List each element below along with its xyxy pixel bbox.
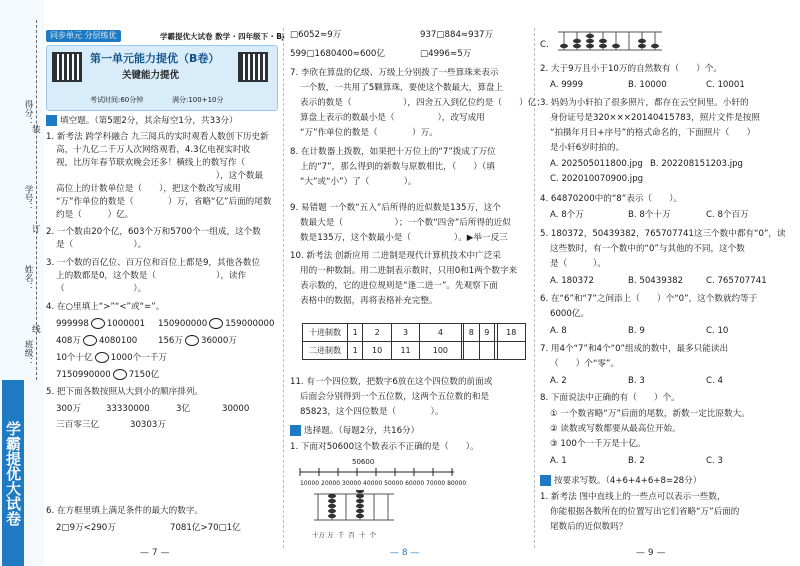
p9-q3-opt-b[interactable]: B. 202208151203.jpg: [650, 159, 743, 169]
compare-circle[interactable]: [185, 335, 199, 346]
binding-mark-2: 订: [32, 225, 41, 235]
p9-q8-opt-c[interactable]: C. 3: [706, 456, 723, 466]
section-write-numbers: [540, 474, 701, 486]
p7-q1-line7: 约是（ ）亿。: [56, 210, 134, 220]
p8-q7-1: 7. 李欣在算盘的亿级、万级上分别拨了一些算珠来表示: [290, 68, 499, 78]
abacus-bead: [638, 44, 646, 48]
p9-q3-opt-a[interactable]: A. 202505011800.jpg: [550, 159, 643, 169]
p9-q7-opt-c[interactable]: C. 4: [706, 376, 723, 386]
p9-q8-opt-a[interactable]: A. 1: [550, 456, 567, 466]
class-label: 班级：: [23, 340, 33, 366]
p8-q9-2: 数最大是（ ）；一个数“四舍”后所得的近似: [300, 218, 511, 228]
order-item-3: 3亿: [176, 404, 191, 414]
abacus-bead: [328, 504, 336, 508]
p9-q7-2: （ ）个“零”。: [550, 359, 620, 369]
table-cell: 10: [363, 342, 391, 360]
abacus-labels: 十万 万 千 百 十 个: [312, 531, 377, 539]
abacus-bead: [599, 44, 607, 48]
score-label: 得分：: [23, 100, 33, 126]
abacus-bead: [638, 39, 646, 43]
p9-q5-2: 这些数时，有一个数中的“0”与其他的不同，这个数: [550, 244, 745, 254]
column-divider: [283, 28, 284, 548]
p8-q7-3: 表示的数是（ ），四舍五入到亿位约是（ ）亿；: [300, 98, 545, 108]
banner-subtitle: 关键能力提优: [122, 70, 180, 81]
abacus-bead: [356, 490, 364, 493]
p9-q8-item-2: ② 读数或写数都要从最高位开始。: [550, 424, 681, 434]
compare-row2b: 156万 36000万: [158, 336, 237, 346]
table-row: [303, 342, 526, 360]
compare-row2: 408万 4080100: [56, 336, 138, 346]
p9-q8-opt-b[interactable]: B. 2: [628, 456, 645, 466]
p7-q1-line2: 高，十九亿二千万人次网络观看，4.3亿电视实时收: [56, 145, 251, 155]
p8-top-1: □6052≈9万: [290, 30, 342, 40]
order-item-1: 300万: [56, 404, 81, 414]
p9-q7-opt-b[interactable]: B. 3: [628, 376, 645, 386]
p9-q4: 4. 64870200中的“8”表示（ ）。: [540, 194, 683, 204]
section-choice-label: 选择题。（每题2分，共16分）: [304, 426, 420, 436]
p8-q8-3: “大”或“小”）了（ ）。: [300, 177, 417, 187]
p8-q10-4: 表格中的数据，再将表格补充完整。: [300, 296, 438, 306]
p9-q6-opt-c[interactable]: C. 10: [706, 326, 729, 336]
p8-top-4: □4996≈5万: [420, 49, 472, 59]
table-cell: 4: [420, 324, 461, 342]
p7-q2-line2: 是（ ）。: [56, 240, 147, 250]
p9-q3-1: 3. 妈妈为小轩拍了很多照片，都存在云空间里。小轩的: [540, 98, 749, 108]
header-title: 学霸提优大试卷 数学 · 四年级下 · BJ: [160, 32, 285, 41]
abacus-bead: [356, 509, 364, 513]
p9-last-3: 尾数后的近似数吗？: [550, 522, 628, 532]
p9-q5-1: 5. 180372，50439382，765707741这三个数中都有“0”，读: [540, 229, 786, 239]
banner-score: 满分:100+10分: [172, 96, 224, 104]
compare-circle[interactable]: [95, 352, 109, 363]
p8-q7-4: 算盘上表示的数最小是（ ），改写成用: [300, 113, 485, 123]
p7-q1-line6: “万”作单位的数是（ ）万，省略“亿”后面的尾数: [56, 197, 272, 207]
p9-q6-opt-a[interactable]: A. 8: [550, 326, 567, 336]
header-badge: 同步单元 分层练优: [46, 30, 121, 42]
p7-q5: 5. 把下面各数按照从大到小的顺序排列。: [46, 387, 204, 397]
table-cell: 3: [391, 324, 419, 342]
p8-q10-3: 表示数的，它的进位规则是“逢二进一”。先观察下面: [300, 281, 498, 291]
order-item-6: 30303万: [130, 420, 166, 430]
table-cell: 8: [464, 324, 479, 342]
p7-q2-line1: 2. 一个数由20个亿，603个万和5700个一组成，这个数: [46, 227, 261, 237]
digit-item-2: 7081亿>70□1亿: [170, 523, 241, 533]
p8-q11-2: 后面会分别得到一个五位数，这两个五位数的和是: [300, 392, 490, 402]
p9-q5-3: 是（ ）。: [550, 259, 606, 269]
abacus-bead: [612, 44, 620, 48]
qr-code-right: [238, 52, 268, 82]
p8-q8-2: 上的“7”，那么得到的新数与原数相比，（ ）（填: [300, 162, 495, 172]
p9-q4-opt-b[interactable]: B. 8个十万: [628, 210, 671, 220]
p9-option-c-label: C.: [540, 40, 549, 50]
compare-circle[interactable]: [83, 335, 97, 346]
p9-q6-2: 6000亿。: [550, 309, 590, 319]
p9-last-1: 1. 新考法 图中直线上的一些点可以表示一些数，: [540, 492, 726, 502]
abacus-bead: [328, 499, 336, 503]
compare-circle[interactable]: [209, 318, 223, 329]
p9-q6-opt-b[interactable]: B. 9: [628, 326, 645, 336]
section-fill-blank: [46, 114, 238, 126]
p7-q1-line5: 高位上的计数单位是（ ），把这个数改写成用: [56, 184, 241, 194]
binding-mark-1: 装: [32, 125, 41, 135]
table-cell: 18: [497, 324, 525, 342]
abacus-bead: [356, 514, 364, 518]
name-label: 姓名：: [23, 265, 33, 291]
page-number-9: — 9 —: [636, 548, 666, 558]
p8-top-2: 937□884≈937万: [420, 30, 494, 40]
compare-row3: 10个十亿 1000个一千万: [56, 353, 167, 363]
table-row-label: 十进制数: [303, 324, 348, 342]
banner-title: 第一单元能力提优（B卷）: [90, 52, 220, 65]
binary-table: [302, 323, 526, 360]
p8-q10-1: 10. 新考法 创新应用 二进制是现代计算机技术中广泛采: [290, 251, 501, 261]
p9-last-2: 你能根据各数所在的位置写出它们省略“万”后面的: [550, 507, 740, 517]
p9-q3-3: “拍摄年月日+序号”的格式命名的，下面照片（ ）: [550, 128, 756, 138]
p8-q9-1: 9. 易错题 一个数“五入”后所得的近似数是135万，这个: [290, 203, 501, 213]
p7-q6: 6. 在方框里填上满足条件的最大的数字。: [46, 506, 204, 516]
p9-q3-4: 是小轩6岁时拍的。: [550, 143, 625, 153]
p8-q9-3: 数是135万，这个数最小是（ ）。▶举一反三: [300, 233, 508, 243]
table-cell[interactable]: [479, 342, 494, 360]
p7-q1-line3: 视，比历年春节联欢晚会还多！横线上的数写作（: [56, 158, 246, 168]
p7-q3-line1: 3. 一个数的百亿位、百万位和百位上都是9，其他各数位: [46, 258, 261, 268]
table-cell: 1: [348, 342, 363, 360]
numberline-mark-label: 50600: [352, 458, 375, 466]
table-cell: 9: [479, 324, 494, 342]
section-icon: [290, 425, 301, 436]
abacus-bead: [573, 44, 581, 48]
order-item-4: 30000: [222, 404, 250, 414]
abacus-figure: [310, 490, 400, 530]
digit-item-1: 2□9万<290万: [56, 523, 116, 533]
table-cell: 100: [420, 342, 461, 360]
p9-q6-1: 6. 在“6”和“7”之间添上（ ）个“0”，这个数就约等于: [540, 294, 758, 304]
section-icon: [46, 115, 57, 126]
abacus-bead: [651, 44, 659, 48]
brand-vertical: 学霸提优大试卷: [2, 380, 24, 566]
p9-q8-item-1: ① 一个数省略“万”后面的尾数，新数一定比原数大。: [550, 409, 750, 419]
abacus-bead: [586, 34, 594, 38]
p9-q5-opt-c[interactable]: C. 765707741: [706, 276, 767, 286]
p9-q2-opt-b[interactable]: B. 10000: [628, 80, 667, 90]
compare-row1: 999998 1000001: [56, 319, 146, 329]
abacus-bead: [356, 504, 364, 508]
p9-q2: 2. 大于9万且小于10万的自然数有（ ）个。: [540, 64, 723, 74]
p8-q11-3: 85823，这个四位数是（ ）。: [300, 407, 444, 417]
p9-q5-opt-a[interactable]: A. 180372: [550, 276, 594, 286]
abacus-bead: [328, 494, 336, 498]
p9-q3-2: 身份证号是320×××20140415783，照片文件是按照: [550, 113, 760, 123]
compare-row4: 7150990000 7150亿: [56, 370, 160, 380]
p9-q8: 8. 下面说法中正确的有（ ）个。: [540, 393, 680, 403]
numberline-tick-label: 10000 20000 30000 40000 50000 60000 70000 80000: [300, 480, 467, 487]
p8-q8-1: 8. 在计数器上拨数，如果把十万位上的“7”拨成了万位: [290, 147, 496, 157]
p9-q4-opt-c[interactable]: C. 8个百万: [706, 210, 749, 220]
page-number-8: — 8 —: [390, 548, 420, 558]
p7-q3-line2: 上的数都是0，这个数是（ ），读作: [56, 271, 247, 281]
abacus-bead: [586, 39, 594, 43]
section-icon: [540, 475, 551, 486]
p7-q4: 4. 在○里填上“>”“<”或“=”。: [46, 302, 165, 312]
table-cell: 11: [391, 342, 419, 360]
id-label: 学号：: [23, 185, 33, 211]
abacus-bead: [599, 39, 607, 43]
abacus-bead: [586, 44, 594, 48]
order-item-5: 三百零三亿: [56, 420, 99, 430]
abacus-bead: [356, 494, 364, 498]
compare-circle[interactable]: [113, 369, 127, 380]
table-row: [303, 324, 526, 342]
table-cell[interactable]: [464, 342, 479, 360]
p9-q5-opt-b[interactable]: B. 50439382: [628, 276, 684, 286]
page-number-7: — 7 —: [140, 548, 170, 558]
p9-q4-opt-a[interactable]: A. 8个万: [550, 210, 584, 220]
table-row-label: 二进制数: [303, 342, 348, 360]
p8-q11-1: 11. 有一个四位数，把数字6放在这个四位数的前面或: [290, 377, 493, 387]
qr-code-left: [52, 52, 82, 82]
p9-q2-opt-c[interactable]: C. 10001: [706, 80, 745, 90]
p8-top-3: 599□1680400≈600亿: [290, 49, 385, 59]
p9-q3-opt-c[interactable]: C. 202010070900.jpg: [550, 174, 644, 184]
abacus-figure-c: [556, 28, 666, 54]
p9-q7-opt-a[interactable]: A. 2: [550, 376, 567, 386]
table-cell: 1: [348, 324, 363, 342]
binding-mark-3: 线: [32, 325, 41, 335]
p7-q1-line1: 1. 新考法 跨学科融合 九三阅兵的实时观看人数创下历史新: [46, 132, 269, 142]
p8-choice-q1: 1. 下面对50600这个数表示不正确的是（ ）。: [290, 442, 479, 452]
p8-q7-2: 一个数，一共用了5颗算珠，要使这个数最大，算盘上: [300, 83, 504, 93]
abacus-bead: [356, 499, 364, 503]
p8-q7-5: “万”作单位的数是（ ）万。: [300, 128, 438, 138]
p9-q8-item-3: ③ 100个一千万是十亿。: [550, 439, 646, 449]
banner-time: 考试时间:60分钟: [90, 96, 144, 104]
abacus-bead: [573, 39, 581, 43]
p9-q7-1: 7. 用4个“7”和4个“0”组成的数中，最多只能读出: [540, 344, 729, 354]
order-item-2: 33330000: [106, 404, 150, 414]
section-fill-blank-label: 填空题。（第5题2分，其余每空1分，共33分）: [60, 116, 238, 126]
abacus-bead: [328, 509, 336, 513]
p8-q10-2: 用的一种数制。用二进制表示数时，只用0和1两个数字来: [300, 266, 518, 276]
section-choice: [290, 424, 419, 436]
p7-q1-line4: ），这个数最: [190, 171, 264, 181]
abacus-bead: [560, 44, 568, 48]
table-cell: 2: [363, 324, 391, 342]
compare-row1b: 150900000 159000000: [158, 319, 275, 329]
abacus-bead: [328, 514, 336, 518]
p7-q3-line3: （ ）。: [56, 284, 147, 294]
p9-q2-opt-a[interactable]: A. 9999: [550, 80, 584, 90]
table-cell[interactable]: [497, 342, 525, 360]
section-write-numbers-label: 按要求写数。（4+6+4+6+8=28分）: [554, 476, 702, 486]
compare-circle[interactable]: [91, 318, 105, 329]
